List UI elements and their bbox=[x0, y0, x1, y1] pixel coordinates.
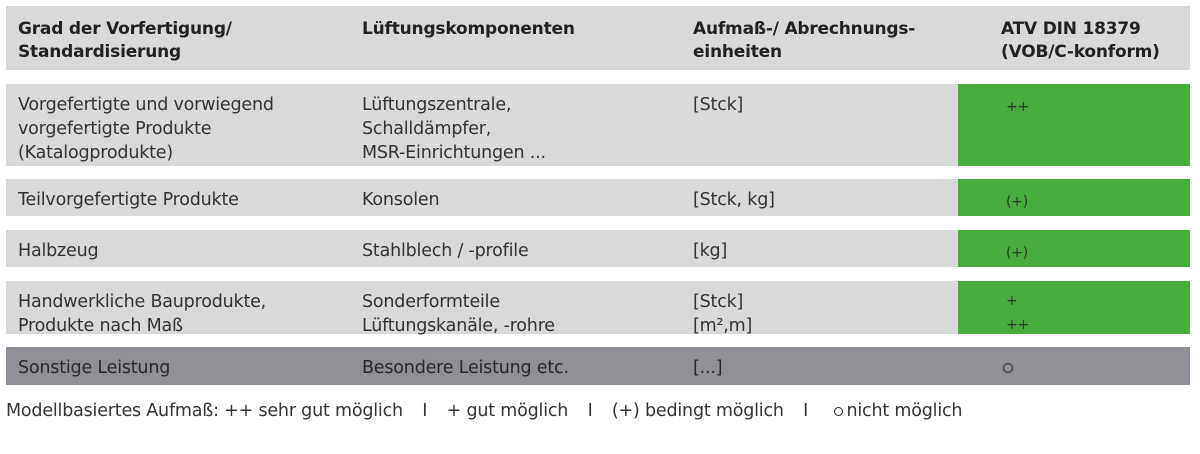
cell-text: Handwerkliche Bauprodukte, bbox=[18, 292, 267, 312]
cell-rating bbox=[958, 281, 1190, 334]
cell-text: Konsolen bbox=[362, 190, 440, 210]
header-cell-components bbox=[357, 6, 688, 70]
header-text: ATV DIN 18379 bbox=[1001, 19, 1141, 39]
cell-rating bbox=[958, 179, 1190, 216]
header-cell-atv-din bbox=[958, 6, 1190, 70]
cell-text: Halbzeug bbox=[18, 241, 99, 261]
legend-separator: I bbox=[803, 401, 809, 421]
cell-units bbox=[688, 84, 958, 166]
cell-text: [...] bbox=[693, 358, 723, 378]
table-row-other bbox=[6, 347, 1190, 385]
cell-text: Teilvorgefertigte Produkte bbox=[18, 190, 239, 210]
legend-separator: I bbox=[422, 401, 428, 421]
cell-text: (Katalogprodukte) bbox=[18, 143, 173, 163]
header-text: Grad der Vorfertigung/ bbox=[18, 19, 232, 39]
header-cell-prefabrication bbox=[6, 6, 357, 70]
cell-text: [Stck] bbox=[693, 292, 744, 312]
header-cell-units bbox=[688, 6, 958, 70]
cell-components bbox=[357, 230, 688, 267]
cell-prefabrication bbox=[6, 347, 357, 385]
cell-text: MSR-Einrichtungen ... bbox=[362, 143, 546, 163]
legend bbox=[6, 401, 962, 421]
cell-text: [Stck] bbox=[693, 95, 744, 115]
cell-components bbox=[357, 347, 688, 385]
cell-units bbox=[688, 230, 958, 267]
legend-item-very-good: Modellbasiertes Aufmaß: ++ sehr gut möglich bbox=[6, 401, 403, 421]
legend-item-not-possible: nicht möglich bbox=[846, 401, 963, 421]
cell-rating bbox=[958, 230, 1190, 267]
header-text: Aufmaß-/ Abrechnungs- bbox=[693, 19, 916, 39]
cell-components bbox=[357, 281, 688, 334]
cell-rating bbox=[958, 347, 1190, 385]
table-row bbox=[6, 230, 1190, 267]
header-text: Standardisierung bbox=[18, 42, 181, 62]
cell-units bbox=[688, 179, 958, 216]
legend-item-good: + gut möglich bbox=[446, 401, 569, 421]
rating-text: + bbox=[1006, 293, 1018, 309]
circle-not-possible-icon bbox=[1003, 363, 1013, 373]
header-text: Lüftungskomponenten bbox=[362, 19, 575, 39]
cell-text: Lüftungszentrale, bbox=[362, 95, 512, 115]
cell-prefabrication bbox=[6, 179, 357, 216]
header-text: (VOB/C-konform) bbox=[1001, 42, 1160, 62]
cell-components bbox=[357, 84, 688, 166]
cell-text: Schalldämpfer, bbox=[362, 119, 492, 139]
cell-text: Sonstige Leistung bbox=[18, 358, 171, 378]
legend-separator: I bbox=[587, 401, 593, 421]
cell-components bbox=[357, 179, 688, 216]
cell-text: vorgefertigte Produkte bbox=[18, 119, 212, 139]
rating-text: ++ bbox=[1006, 317, 1030, 333]
cell-text: Produkte nach Maß bbox=[18, 316, 183, 336]
rating-text: (+) bbox=[1006, 194, 1029, 210]
cell-text: [kg] bbox=[693, 241, 728, 261]
circle-not-possible-icon bbox=[834, 407, 843, 416]
table-row bbox=[6, 179, 1190, 216]
cell-prefabrication bbox=[6, 84, 357, 166]
cell-text: [m²,m] bbox=[693, 316, 753, 336]
header-text: einheiten bbox=[693, 42, 782, 62]
cell-text: Stahlblech / -profile bbox=[362, 241, 529, 261]
cell-prefabrication bbox=[6, 281, 357, 334]
cell-prefabrication bbox=[6, 230, 357, 267]
cell-text: [Stck, kg] bbox=[693, 190, 775, 210]
rating-text: ++ bbox=[1006, 99, 1030, 115]
table-row bbox=[6, 84, 1190, 166]
table-row bbox=[6, 281, 1190, 334]
rating-text: (+) bbox=[1006, 245, 1029, 261]
legend-item-conditional: (+) bedingt möglich bbox=[611, 401, 784, 421]
cell-rating bbox=[958, 84, 1190, 166]
cell-text: Vorgefertigte und vorwiegend bbox=[18, 95, 274, 115]
cell-units bbox=[688, 281, 958, 334]
ventilation-table bbox=[6, 6, 1190, 385]
cell-units bbox=[688, 347, 958, 385]
cell-text: Lüftungskanäle, -rohre bbox=[362, 316, 555, 336]
cell-text: Sonderformteile bbox=[362, 292, 500, 312]
table-header-row bbox=[6, 6, 1190, 70]
cell-text: Besondere Leistung etc. bbox=[362, 358, 569, 378]
